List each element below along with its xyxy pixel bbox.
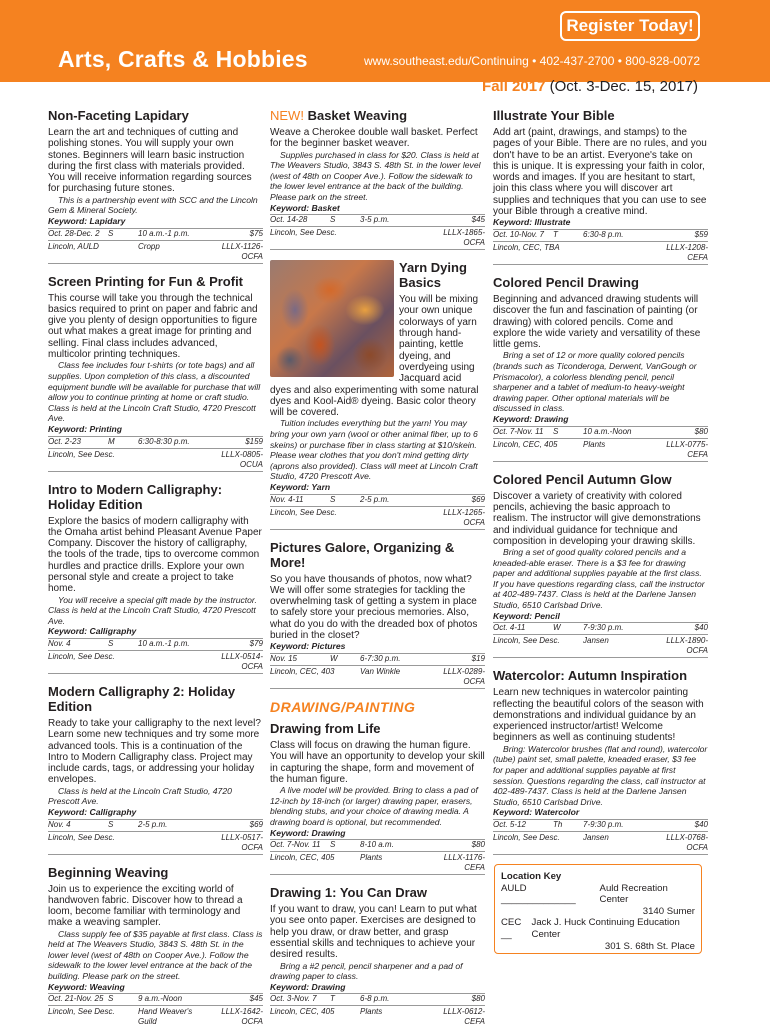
course-block — [270, 108, 485, 250]
schedule-day: Th — [553, 819, 563, 829]
schedule-time: 6:30-8:30 p.m. — [138, 436, 190, 446]
schedule-row — [48, 1007, 263, 1024]
course-block — [48, 274, 263, 472]
course-keyword: Keyword: Printing — [48, 423, 123, 434]
schedule-time: 3-5 p.m. — [360, 215, 390, 225]
schedule-dates: Oct. 7-Nov. 11 — [270, 840, 321, 850]
schedule-code: LLLX-1126-OCFA — [221, 241, 263, 261]
schedule-location: Lincoln, See Desc. — [48, 832, 115, 842]
course-block — [48, 482, 263, 674]
schedule-time: 7-9:30 p.m. — [583, 623, 624, 633]
course-title — [493, 472, 708, 487]
course-title-text: Intro to Modern Calligraphy: Holiday Edition — [48, 481, 223, 512]
course-title-text: Colored Pencil Autumn Glow — [493, 471, 672, 487]
schedule-row — [493, 426, 708, 439]
location-place: Auld Recreation Center — [599, 882, 668, 906]
course-description: Explore the basics of modern calligraphy with the Omaha artist behind Pleasant Avenue Paper Company. Discover the history of calligraphy, the tools of the trade, tips to overcome common hurdles and practice drills. Explore your own personal style and create a project to take home. — [48, 515, 262, 595]
schedule-row — [493, 819, 708, 832]
course-note: Supplies purchased in class for $20. Class is held at The Weavers Studio, 3843 S. 48th St. in the lower level (west of 48th on Cooper Ave.). Follow the sidewalk to the lower level entrance at the back of the building. Please park on the street. — [270, 149, 481, 202]
schedule-fee: $45 — [471, 215, 485, 225]
schedule-time: 9 a.m.-Noon — [138, 994, 183, 1004]
schedule-dates: Oct. 4-11 — [493, 623, 526, 633]
schedule-instructor — [583, 243, 653, 263]
course-block — [48, 684, 263, 855]
course-keyword: Keyword: Drawing — [270, 827, 346, 838]
schedule-row — [493, 636, 708, 658]
course-title — [270, 108, 485, 123]
course-description: Learn new techniques in watercolor painting reflecting the beautiful colors of the season with demonstrations and individual guidance by an experienced instructor/artist! Welcome beginners as well as continuing students! — [493, 687, 704, 744]
schedule-fee: $69 — [471, 494, 485, 504]
schedule-day: S — [108, 994, 114, 1004]
course-description: Beginning and advanced drawing students will discover the fun and fascination of painting (or drawing) with colored pencils. Come and explore the wide variety and versatility of these little gems. — [493, 293, 701, 351]
schedule-day: S — [330, 494, 336, 504]
course-note: Bring a set of good quality colored pencils and a kneaded-able eraser. There is a $3 fee for drawing paper and additional supplies payable at the first class. If you have questions regarding class, call the instructor at 402-489-7437. Class is held at the Darlene Jansen Studio, 6510 Carlsbad Drive. — [493, 547, 705, 611]
schedule-dates: Oct. 7-Nov. 11 — [493, 426, 544, 436]
schedule-instructor: Hand Weaver's Guild — [138, 1007, 193, 1024]
course-title-text: Basket Weaving — [307, 108, 408, 123]
schedule-dates: Oct. 14-28 — [270, 215, 308, 225]
schedule-time: 8-10 a.m. — [360, 840, 394, 850]
schedule-day: S — [108, 819, 114, 829]
schedule-dates: Nov. 15 — [270, 653, 297, 663]
course-note: Class supply fee of $35 payable at first class. Class is held at The Weavers Studio, 3843 S. 48th St. in the lower level (west of 48th on Cooper Ave.). Follow the sidewalk to the lower level entrance at the back of the building. Please park on the street. — [48, 928, 263, 982]
schedule-time: 2-5 p.m. — [138, 819, 168, 829]
schedule-row — [493, 833, 708, 855]
course-description: Weave a Cherokee double wall basket. Perfect for the beginner basket weaver. — [270, 127, 478, 150]
schedule-location: Lincoln, AULD — [48, 241, 99, 251]
course-title-text: Watercolor: Autumn Inspiration — [493, 668, 688, 684]
contact-line[interactable]: www.southeast.edu/Continuing • 402-437-2700 • 800-828-0072 — [364, 54, 700, 68]
schedule-row — [270, 508, 485, 530]
schedule-location: Lincoln, See Desc. — [270, 228, 337, 238]
course-note: Class is held at the Lincoln Craft Studio, 4720 Prescott Ave. — [48, 785, 232, 807]
course-title — [270, 721, 485, 736]
schedule-dates: Oct. 10-Nov. 7 — [493, 229, 544, 239]
schedule-row — [270, 653, 485, 666]
course-note: This is a partnership event with SCC and the Lincoln Gem & Mineral Society. — [48, 194, 258, 216]
schedule-instructor: Cropp — [138, 241, 160, 251]
schedule-row — [493, 243, 708, 265]
schedule-time: 10 a.m.-Noon — [583, 426, 632, 436]
course-note: Bring a set of 12 or more quality colored pencils (brands such as Ticonderoga, Derwent, VanGough or Prismacolor), a colorless blending pencil, pencil sharpener and a tablet of medium-to heavy-weight drawing paper. Other optional materials will be discussed in class. — [493, 350, 697, 414]
course-description: Join us to experience the exciting world of handwoven fabric. Discover how to thread a loom, become familiar with terminology and make a weaving sampler. — [48, 883, 243, 929]
schedule-row — [270, 853, 485, 875]
course-block — [493, 668, 708, 855]
schedule-row — [48, 833, 263, 855]
course-description: Discover a variety of creativity with colored pencils, achieving the basic approach to realism. The instructor will give demonstrations and individual guidance for technique and composition in developing your drawing skills. — [493, 490, 701, 547]
schedule-instructor: Plants — [360, 853, 383, 863]
schedule-instructor — [360, 228, 430, 248]
course-title — [493, 275, 708, 290]
course-title — [48, 865, 263, 880]
category-heading: DRAWING/PAINTING — [270, 698, 416, 715]
schedule-instructor — [360, 508, 430, 528]
schedule-time: 10 a.m.-1 p.m. — [138, 638, 190, 648]
schedule-fee: $75 — [249, 228, 263, 238]
course-description: Class will focus on drawing the human figure. You will have an opportunity to develop your skill in capturing the shape, form and movement of the human figure. — [270, 739, 485, 785]
course-title-text: Drawing 1: You Can Draw — [270, 885, 427, 901]
schedule-day: T — [330, 994, 335, 1004]
schedule-row — [48, 819, 263, 832]
schedule-location: Lincoln, CEC, 405 — [270, 853, 335, 863]
schedule-row — [270, 1007, 485, 1024]
location-place: Jack J. Huck Continuing Education Center — [531, 917, 680, 940]
location-address: 301 S. 68th St. Place — [604, 940, 695, 952]
schedule-row — [48, 242, 263, 264]
term-dates: (Oct. 3-Dec. 15, 2017) — [549, 78, 698, 95]
schedule-dates: Nov. 4-11 — [270, 494, 304, 504]
location-key-title: Location Key — [501, 871, 562, 882]
course-keyword: Keyword: Lapidary — [48, 215, 126, 226]
schedule-location: Lincoln, CEC, TBA — [493, 242, 560, 252]
course-keyword: Keyword: Watercolor — [493, 807, 580, 818]
schedule-day: S — [108, 638, 114, 648]
course-title-text: Modern Calligraphy 2: Holiday Edition — [48, 683, 236, 714]
course-keyword: Keyword: Illustrate — [493, 217, 571, 228]
term-line — [482, 78, 698, 95]
course-block — [270, 540, 485, 689]
course-keyword: Keyword: Calligraphy — [48, 626, 137, 637]
course-title-text: Beginning Weaving — [48, 864, 169, 880]
course-keyword: Keyword: Pencil — [493, 610, 560, 621]
schedule-instructor: Jansen — [583, 832, 609, 842]
schedule-time: 6-8 p.m. — [360, 994, 390, 1004]
schedule-code: LLLX-0612-CEFA — [443, 1007, 485, 1024]
course-title — [493, 108, 708, 123]
course-note: You will receive a special gift made by the instructor. Class is held at the Lincoln Craft Studio, 4720 Prescott Ave. — [48, 594, 257, 626]
course-keyword: Keyword: Drawing — [270, 981, 346, 992]
schedule-code: LLLX-0514-OCFA — [221, 651, 263, 671]
course-block — [48, 108, 263, 264]
schedule-instructor: Van Winkle — [360, 666, 401, 676]
course-note: Bring: Watercolor brushes (flat and round), watercolor (tube) paint set, small palette, kneaded eraser, $3 fee for paper and additional supplies payable at first session. Questions regarding the class, call instructor at 402-489-7437. Class is held at the Darlene Jansen Studio, 6510 Carlsbad Drive. — [493, 743, 708, 807]
course-block — [270, 721, 485, 875]
location-code: CEC __ — [501, 917, 522, 940]
course-title — [48, 684, 263, 714]
schedule-time: 6:30-8 p.m. — [583, 229, 624, 239]
schedule-dates: Oct. 28-Dec. 2 — [48, 228, 100, 238]
course-keyword: Keyword: Drawing — [493, 414, 569, 425]
course-note: A live model will be provided. Bring to class a pad of 12-inch by 18-inch (or larger) drawing paper, erasers, blending stubs, and your choice of drawing media. A drawing board is optional, but recommended. — [270, 785, 478, 827]
term-season: Fall 2017 — [482, 78, 546, 95]
schedule-day: T — [553, 229, 558, 239]
schedule-code: LLLX-1208-CEFA — [666, 242, 708, 262]
schedule-dates: Oct. 5-12 — [493, 819, 526, 829]
schedule-location: Lincoln, See Desc. — [48, 449, 115, 459]
schedule-location: Lincoln, See Desc. — [48, 1007, 115, 1017]
schedule-instructor: Plants — [583, 439, 606, 449]
course-title — [270, 540, 485, 570]
course-title-text: Screen Printing for Fun & Profit — [48, 273, 244, 289]
orange-header-band — [0, 0, 770, 82]
schedule-row — [48, 228, 263, 241]
schedule-code: LLLX-0775-CEFA — [666, 439, 708, 459]
schedule-row — [48, 436, 263, 449]
course-block — [493, 108, 708, 265]
course-block — [493, 275, 708, 462]
schedule-fee: $80 — [471, 994, 485, 1004]
schedule-row — [493, 622, 708, 635]
course-description: This course will take you through the technical basics required to print on paper and fabric and give you plenty of design opportunities to figure out what makes a great image for printing and selling. Final class includes advanced, multicolor printing techniques. — [48, 292, 258, 361]
schedule-day: S — [330, 840, 336, 850]
course-title-text: Drawing from Life — [270, 720, 381, 736]
course-description: So you have thousands of photos, now what? We will offer some strategies for tackling the overwhelming task of getting a system in place to safely store your precious memories. Also, what do you do with the dreaded box of photos buried in the closet? — [270, 573, 478, 642]
course-keyword: Keyword: Basket — [270, 202, 340, 213]
course-description: If you want to draw, you can! Learn to put what you see onto paper. Exercises are designed to help you draw, or draw better, and grasp essential skills and techniques to achieve your desired results. — [270, 904, 477, 961]
course-title — [270, 885, 485, 900]
course-title-text: Non-Faceting Lapidary — [48, 108, 189, 123]
schedule-dates: Nov. 4 — [48, 819, 71, 829]
schedule-time: 2-5 p.m. — [360, 494, 390, 504]
schedule-day: S — [108, 228, 114, 238]
column-middle — [270, 108, 485, 1024]
schedule-row — [270, 228, 485, 250]
course-block — [270, 260, 485, 529]
course-title — [48, 108, 263, 123]
course-keyword: Keyword: Weaving — [48, 981, 125, 992]
schedule-fee: $80 — [471, 840, 485, 850]
schedule-code: LLLX-1642-OCFA — [221, 1007, 263, 1024]
schedule-code: LLLX-0517-OCFA — [221, 832, 263, 852]
schedule-location: Lincoln, See Desc. — [48, 651, 115, 661]
course-keyword: Keyword: Calligraphy — [48, 806, 137, 817]
schedule-location: Lincoln, See Desc. — [493, 636, 560, 646]
course-title-text: Illustrate Your Bible — [493, 108, 615, 123]
course-keyword: Keyword: Yarn — [270, 481, 331, 492]
schedule-row — [270, 214, 485, 227]
schedule-dates: Oct. 3-Nov. 7 — [270, 994, 317, 1004]
schedule-code: LLLX-1176-CEFA — [443, 853, 485, 873]
schedule-fee: $69 — [249, 819, 263, 829]
schedule-row — [270, 839, 485, 852]
schedule-fee: $40 — [694, 819, 708, 829]
course-title — [48, 274, 263, 289]
schedule-fee: $80 — [694, 426, 708, 436]
schedule-day: S — [553, 426, 559, 436]
course-description: Add art (paint, drawings, and stamps) to the pages of your Bible. There are no rules, and you don't have to be an artist. Everyone's take on this is unique. It is expressing your faith in color, words and images. If you are hesitant to start, join this class where you will discover art supplies and techniques that you can use to see your Bible through a creative mind. — [493, 127, 707, 218]
schedule-location: Lincoln, See Desc. — [493, 832, 560, 842]
schedule-row — [270, 494, 485, 507]
schedule-fee: $59 — [694, 229, 708, 239]
course-keyword: Keyword: Pictures — [270, 641, 346, 652]
schedule-time: 10 a.m.-1 p.m. — [138, 228, 190, 238]
schedule-time: 6-7:30 p.m. — [360, 653, 401, 663]
new-badge: NEW! — [270, 108, 304, 123]
location-key-box — [494, 864, 702, 954]
section-title: Arts, Crafts & Hobbies — [58, 46, 308, 72]
schedule-row — [493, 440, 708, 462]
column-left — [48, 108, 263, 1024]
schedule-instructor — [138, 450, 208, 470]
course-description: Learn the art and techniques of cutting and polishing stones. You will supply your own stones. Beginners will learn basic instruction during the first class with materials provided. You will receive information regarding sources for purchasing future stones. — [48, 127, 252, 195]
schedule-row — [48, 993, 263, 1006]
schedule-instructor — [138, 833, 208, 853]
course-title — [493, 668, 708, 683]
course-description: Ready to take your calligraphy to the next level? Learn some new techniques and try some more advanced tools. This is a continuation of the Intro to Modern Calligraphy class. Project may include cards, tags, or addressing your holiday envelopes. — [48, 717, 261, 786]
schedule-row — [48, 652, 263, 674]
course-note: Class fee includes four t-shirts (or tote bags) and all supplies. Upon completion of this class, a discounted equipment bundle will be available for purchase that will allow you to continue printing at home or craft studio. Class is held at the Lincoln Craft Studio, 4720 Prescott Ave. — [48, 360, 261, 424]
location-address: 3140 Sumer — [642, 905, 695, 917]
schedule-instructor: Plants — [360, 1007, 383, 1017]
schedule-fee: $79 — [249, 638, 263, 648]
schedule-location: Lincoln, CEC, 403 — [270, 666, 335, 676]
schedule-row — [48, 450, 263, 472]
location-code: AULD ______________ — [501, 882, 576, 906]
schedule-day: W — [553, 623, 561, 633]
course-title-text: Pictures Galore, Organizing & More! — [270, 539, 455, 570]
course-note: Tuition includes everything but the yarn! You may bring your own yarn (wool or other animal fiber, up to 6 skeins) or purchase fiber in class starting at $10/skein. Please wear clothes that you don't mind getting dirty (aprons also provided). Class will meet at Lincoln Craft Studio, 4720 Prescott Ave. — [270, 418, 478, 482]
schedule-code: LLLX-0805-OCUA — [221, 449, 263, 469]
schedule-dates: Nov. 4 — [48, 638, 71, 648]
schedule-day: M — [108, 436, 115, 446]
schedule-location: Lincoln, CEC, 405 — [493, 439, 558, 449]
yarn-photo — [270, 260, 394, 377]
schedule-instructor: Jansen — [583, 636, 609, 646]
schedule-instructor — [138, 652, 208, 672]
course-title-text: Colored Pencil Drawing — [493, 274, 639, 290]
schedule-row — [270, 993, 485, 1006]
course-description: You will be mixing your own unique colorways of yarn through hand-painting, kettle dyeing, and overdyeing using Jacquard acid dyes and also experimenting with some natural dyes and Kool-Aid® dyeing. Basic color theory will be covered. — [270, 294, 479, 419]
schedule-day: S — [330, 215, 336, 225]
schedule-row — [270, 667, 485, 689]
schedule-location: Lincoln, CEC, 405 — [270, 1007, 335, 1017]
course-block — [270, 885, 485, 1024]
course-note: Bring a #2 pencil, pencil sharpener and a pad of drawing paper to class. — [270, 960, 463, 982]
course-block — [48, 865, 263, 1024]
course-block — [493, 472, 708, 659]
schedule-dates: Oct. 2-23 — [48, 436, 81, 446]
schedule-row — [493, 229, 708, 242]
schedule-code: LLLX-1265-OCFA — [443, 507, 485, 527]
schedule-fee: $40 — [694, 623, 708, 633]
schedule-fee: $19 — [471, 653, 485, 663]
schedule-code: LLLX-1890-OCFA — [666, 636, 708, 656]
schedule-time: 7-9:30 p.m. — [583, 819, 624, 829]
schedule-row — [48, 638, 263, 651]
schedule-fee: $159 — [245, 436, 263, 446]
schedule-code: LLLX-0768-OCFA — [666, 832, 708, 852]
course-title-text: Yarn Dying Basics — [399, 260, 467, 291]
schedule-code: LLLX-0289-OCFA — [443, 666, 485, 686]
schedule-location: Lincoln, See Desc. — [270, 507, 337, 517]
schedule-code: LLLX-1865-OCFA — [443, 228, 485, 248]
course-title — [48, 482, 263, 512]
schedule-fee: $45 — [249, 994, 263, 1004]
register-today-button[interactable]: Register Today! — [560, 11, 700, 41]
schedule-day: W — [330, 653, 338, 663]
schedule-dates: Oct. 21-Nov. 25 — [48, 994, 104, 1004]
column-right — [493, 108, 708, 865]
